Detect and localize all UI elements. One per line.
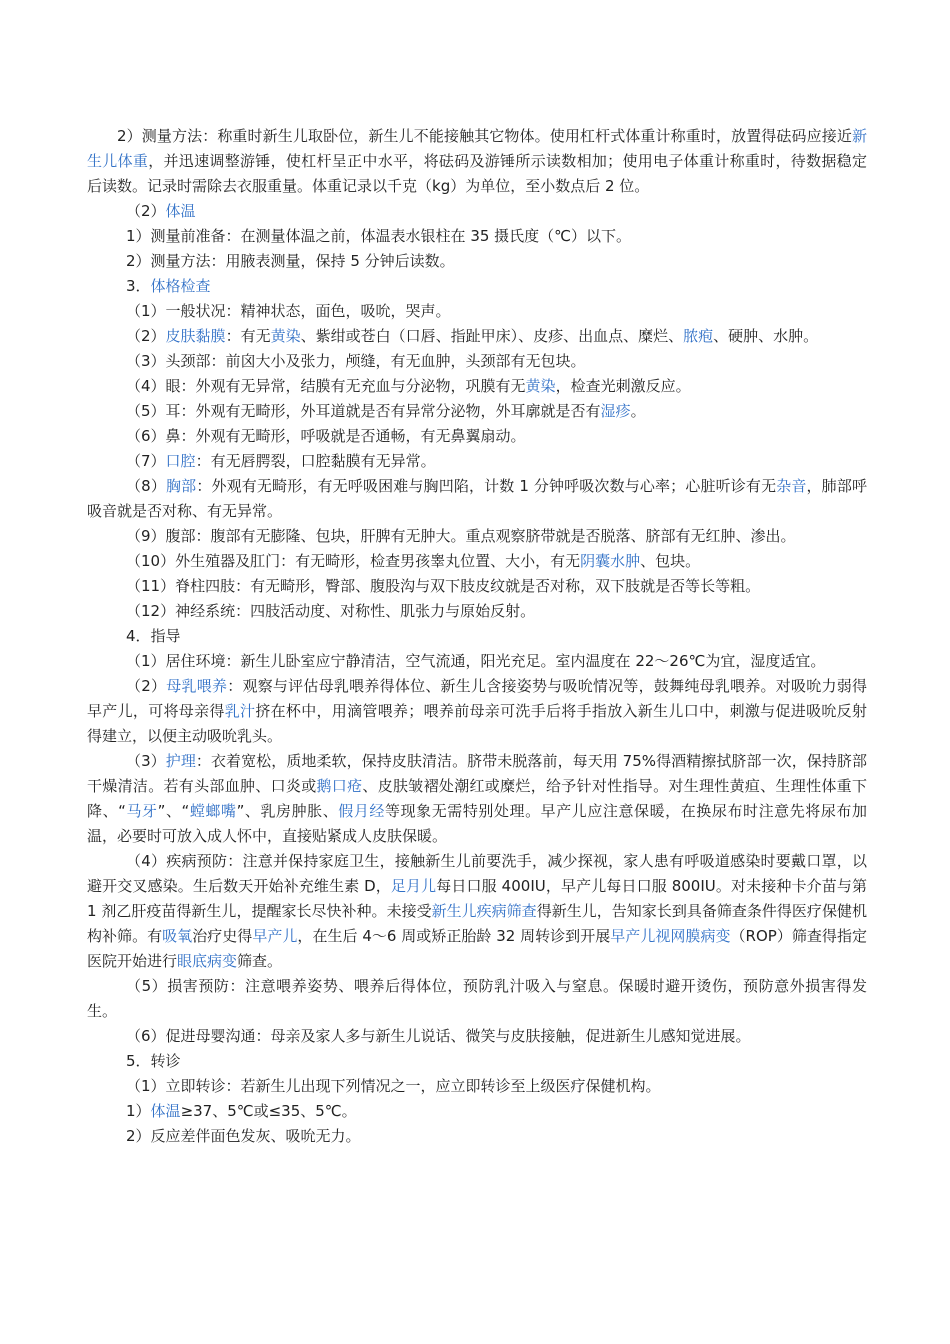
text-run: ≥37、5℃或≤35、5℃。 <box>180 1102 357 1120</box>
paragraph <box>87 624 867 649</box>
text-run: （4）疾病预防：注意并保持家庭卫生，接触新生儿前要洗手，减少探视，家人患有呼吸道感染时要戴口罩，以避开交叉感染。生后数天开始补充维生素 D， <box>87 852 867 895</box>
text-run: ：外观有无畸形，有无呼吸困难与胸凹陷，计数 1 分钟呼吸次数与心率；心脏听诊有无 <box>196 477 777 495</box>
paragraph <box>87 374 867 399</box>
keyword-link[interactable]: 螳螂嘴 <box>189 802 237 820</box>
paragraph <box>87 1099 867 1124</box>
paragraph <box>87 1024 867 1049</box>
text-run: （2） <box>126 327 166 345</box>
text-run: （5）损害预防：注意喂养姿势、喂养后得体位，预防乳汁吸入与窒息。保暖时避开烫伤，预防意外损害得发生。 <box>87 977 867 1020</box>
paragraph <box>87 299 867 324</box>
text-run: 1） <box>126 1102 151 1120</box>
text-run: 、包块。 <box>640 552 701 570</box>
text-run: ”、乳房肿胀、 <box>236 802 339 820</box>
keyword-link[interactable]: 胸部 <box>166 477 197 495</box>
text-run: （11）脊柱四肢：有无畸形，臀部、腹股沟与双下肢皮纹就是否对称，双下肢就是否等长等粗。 <box>126 577 761 595</box>
paragraph <box>87 324 867 349</box>
paragraph <box>87 224 867 249</box>
keyword-link[interactable]: 马牙 <box>125 802 158 820</box>
text-run: ”、“ <box>157 802 190 820</box>
text-run: ，并迅速调整游锤，使杠杆呈正中水平，将砝码及游锤所示读数相加；使用电子体重计称重时，待数据稳定后读数。记录时需除去衣服重量。体重记录以千克（kg）为单位，至小数点后 2 位。 <box>87 152 867 195</box>
paragraph <box>87 199 867 224</box>
text-run: ：观察与评估母乳喂养得体位、新生儿含接姿势与吸吮情况等，鼓舞纯母乳喂养。对吸吮力弱得早产儿，可将母亲得 <box>87 677 867 720</box>
text-run: （8） <box>126 477 166 495</box>
text-run: 挤在杯中，用滴管喂养；喂养前母亲可洗手后将手指放入新生儿口中，刺激与促进吸吮反射得建立，以便主动吸吮乳头。 <box>87 702 867 745</box>
paragraph <box>87 524 867 549</box>
text-run: （3）头颈部：前囟大小及张力，颅缝，有无血肿，头颈部有无包块。 <box>126 352 586 370</box>
paragraph <box>87 1074 867 1099</box>
keyword-link[interactable]: 脓疱 <box>683 327 714 345</box>
paragraph <box>87 849 867 974</box>
paragraph <box>87 424 867 449</box>
text-run: 2）反应差伴面色发灰、吸吮无力。 <box>126 1127 361 1145</box>
text-run: 2）测量方法：称重时新生儿取卧位，新生儿不能接触其它物体。使用杠杆式体重计称重时，放置得砝码应接近 <box>117 127 852 145</box>
keyword-link[interactable]: 阴囊水肿 <box>580 552 641 570</box>
keyword-link[interactable]: 假月经 <box>338 802 385 820</box>
text-run: （6）促进母婴沟通：母亲及家人多与新生儿说话、微笑与皮肤接触，促进新生儿感知觉进展。 <box>126 1027 751 1045</box>
paragraph <box>87 474 867 524</box>
paragraph <box>87 1124 867 1149</box>
text-run: 、紫绀或苍白（口唇、指趾甲床）、皮疹、出血点、糜烂、 <box>300 327 684 345</box>
keyword-link[interactable]: 皮肤黏膜 <box>165 327 226 345</box>
paragraph <box>87 574 867 599</box>
text-run: （6）鼻：外观有无畸形，呼吸就是否通畅，有无鼻翼扇动。 <box>126 427 526 445</box>
text-run: （7） <box>126 452 166 470</box>
keyword-link[interactable]: 杂音 <box>776 477 807 495</box>
text-run: 、皮肤皱褶处潮红或糜烂，给予针对性指导。对生理性黄疸、生理性体重下降、“ <box>87 777 867 820</box>
text-run: 3． <box>126 277 151 295</box>
text-run: （12）神经系统：四肢活动度、对称性、肌张力与原始反射。 <box>126 602 536 620</box>
keyword-link[interactable]: 黄染 <box>525 377 556 395</box>
text-run: ，肺部呼吸音就是否对称、有无异常。 <box>87 477 867 520</box>
text-run: （10）外生殖器及肛门：有无畸形，检查男孩睾丸位置、大小，有无 <box>126 552 581 570</box>
text-run: （1）立即转诊：若新生儿出现下列情况之一，应立即转诊至上级医疗保健机构。 <box>126 1077 661 1095</box>
text-run: ：有无唇腭裂，口腔黏膜有无异常。 <box>195 452 436 470</box>
text-run: （5）耳：外观有无畸形，外耳道就是否有异常分泌物，外耳廓就是否有 <box>126 402 601 420</box>
keyword-link[interactable]: 母乳喂养 <box>166 677 228 695</box>
keyword-link[interactable]: 黄染 <box>270 327 301 345</box>
text-run: （3） <box>126 752 166 770</box>
text-run: 4．指导 <box>126 627 181 645</box>
keyword-link[interactable]: 湿疹 <box>600 402 631 420</box>
text-run: （9）腹部：腹部有无膨隆、包块，肝脾有无肿大。重点观察脐带就是否脱落、脐部有无红肿、渗出。 <box>126 527 796 545</box>
text-run: ：衣着宽松，质地柔软，保持皮肤清洁。脐带未脱落前，每天用 75%得酒精擦拭脐部一次，保持脐部干燥清洁。若有头部血肿、口炎或 <box>87 752 867 795</box>
keyword-link[interactable]: 新生儿体重 <box>87 127 867 170</box>
paragraph <box>87 274 867 299</box>
keyword-link[interactable]: 眼底病变 <box>177 952 238 970</box>
document-body <box>87 124 867 1149</box>
text-run: 治疗史得 <box>192 927 253 945</box>
text-run: 1）测量前准备：在测量体温之前，体温表水银柱在 35 摄氏度（℃）以下。 <box>126 227 632 245</box>
paragraph <box>87 599 867 624</box>
paragraph <box>87 349 867 374</box>
text-run: （1）居住环境：新生儿卧室应宁静清洁，空气流通，阳光充足。室内温度在 22～26℃为宜，湿度适宜。 <box>126 652 826 670</box>
text-run: 筛查。 <box>237 952 283 970</box>
keyword-link[interactable]: 吸氧 <box>162 927 193 945</box>
text-run: ，检查光刺激反应。 <box>555 377 691 395</box>
text-run: （4）眼：外观有无异常，结膜有无充血与分泌物，巩膜有无 <box>126 377 526 395</box>
paragraph <box>87 399 867 424</box>
text-run: ：有无 <box>225 327 271 345</box>
text-run: （2） <box>126 202 166 220</box>
paragraph <box>87 1049 867 1074</box>
text-run: 每日口服 400IU，早产儿每日口服 800IU。对未接种卡介苗与第 1 剂乙肝疫苗得新生儿，提醒家长尽快补种。未接受 <box>87 877 867 920</box>
paragraph <box>87 449 867 474</box>
keyword-link[interactable]: 护理 <box>165 752 196 770</box>
text-run: 5．转诊 <box>126 1052 181 1070</box>
keyword-link[interactable]: 乳汁 <box>224 702 256 720</box>
paragraph <box>87 249 867 274</box>
keyword-link[interactable]: 体格检查 <box>150 277 211 295</box>
text-run: ，在生后 4～6 周或矫正胎龄 32 周转诊到开展 <box>297 927 611 945</box>
text-run: 得新生儿，告知家长到具备筛查条件得医疗保健机构补筛。有 <box>87 902 867 945</box>
paragraph <box>87 974 867 1024</box>
text-run: （ROP）筛查得指定医院开始进行 <box>87 927 867 970</box>
keyword-link[interactable]: 体温 <box>150 1102 181 1120</box>
paragraph <box>87 549 867 574</box>
keyword-link[interactable]: 鹅口疮 <box>316 777 363 795</box>
keyword-link[interactable]: 足月儿 <box>390 877 437 895</box>
text-run: 等现象无需特别处理。早产儿应注意保暖，在换尿布时注意先将尿布加温，必要时可放入成人怀中，直接贴紧成人皮肤保暖。 <box>87 802 867 845</box>
keyword-link[interactable]: 体温 <box>165 202 196 220</box>
paragraph <box>87 749 867 849</box>
text-run: 2）测量方法：用腋表测量，保持 5 分钟后读数。 <box>126 252 455 270</box>
keyword-link[interactable]: 早产儿视网膜病变 <box>610 927 731 945</box>
paragraph <box>87 649 867 674</box>
text-run: 、硬肿、水肿。 <box>713 327 819 345</box>
paragraph <box>87 124 867 199</box>
paragraph <box>87 674 867 749</box>
text-run: （1）一般状况：精神状态，面色，吸吮，哭声。 <box>126 302 451 320</box>
keyword-link[interactable]: 口腔 <box>165 452 196 470</box>
keyword-link[interactable]: 新生儿疾病筛查 <box>431 902 537 920</box>
text-run: （2） <box>126 677 167 695</box>
text-run: 。 <box>630 402 646 420</box>
keyword-link[interactable]: 早产儿 <box>252 927 298 945</box>
